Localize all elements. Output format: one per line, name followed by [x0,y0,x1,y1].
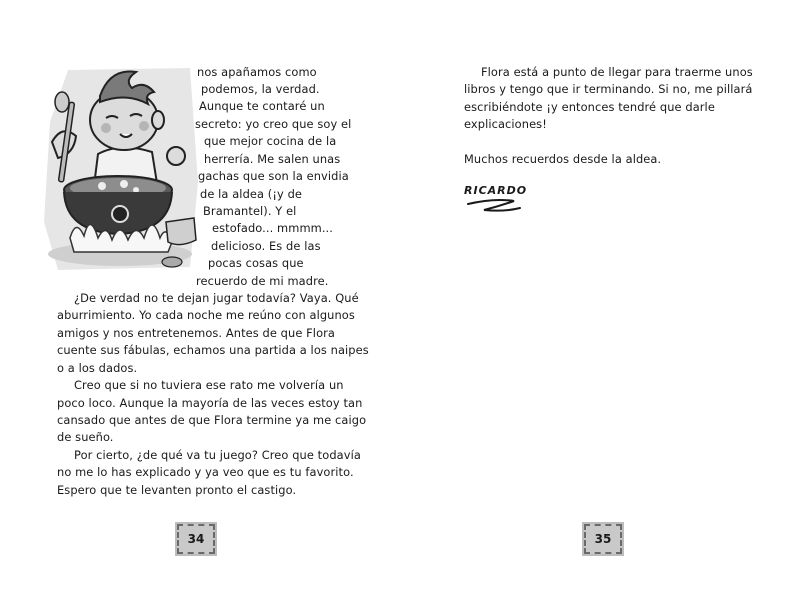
text-line: explicaciones! [464,117,547,131]
text-line: estofado... mmmm... [212,221,333,235]
text-line: cuente sus fábulas, echamos una partida a los naipes [57,343,369,357]
text-line: Aunque te contaré un [199,99,325,113]
text-line: Por cierto, ¿de qué va tu juego? Creo que todavía [74,448,361,462]
text-line: aburrimiento. Yo cada noche me reúno con algunos [57,308,355,322]
text-line: no me lo has explicado y ya veo que es tu favorito. [57,465,354,479]
signature-name: RICARDO [464,184,528,197]
text-line: delicioso. Es de las [211,239,321,253]
text-line: Creo que si no tuviera ese rato me volvería un [74,378,344,392]
page-number-right: 35 [584,524,622,554]
text-line: libros y tengo que ir terminando. Si no, me pillará [464,82,753,96]
text-line: de la aldea (¡y de [200,187,303,201]
text-line: poco loco. Aunque la mayoría de las veces estoy tan [57,396,363,410]
text-line: ¿De verdad no te dejan jugar todavía? Vaya. Qué [74,291,359,305]
text-line: gachas que son la envidia [198,169,349,183]
text-line: cansado que antes de que Flora termine ya me caigo [57,413,367,427]
text-line: Bramantel). Y el [203,204,297,218]
text-line: amigos y nos entretenemos. Antes de que Flora [57,326,336,340]
text-line: escribiéndote ¡y entonces tendré que darle [464,100,715,114]
text-line: secreto: yo creo que soy el [195,117,352,131]
signature [464,184,534,216]
text-line: herrería. Me salen unas [204,152,341,166]
cooking-boy-illustration [40,62,200,274]
text-line: pocas cosas que [208,256,304,270]
text-line: o a los dados. [57,361,138,375]
text-line: de sueño. [57,430,114,444]
text-line: recuerdo de mi madre. [196,274,329,288]
text-line: Espero que te levanten pronto el castigo. [57,483,297,497]
text-line: podemos, la verdad. [201,82,320,96]
text-line: que mejor cocina de la [204,134,337,148]
text-line: Muchos recuerdos desde la aldea. [464,152,662,166]
text-line: nos apañamos como [197,65,317,79]
page-number-left: 34 [177,524,215,554]
text-line: Flora está a punto de llegar para traerme unos [481,65,753,79]
